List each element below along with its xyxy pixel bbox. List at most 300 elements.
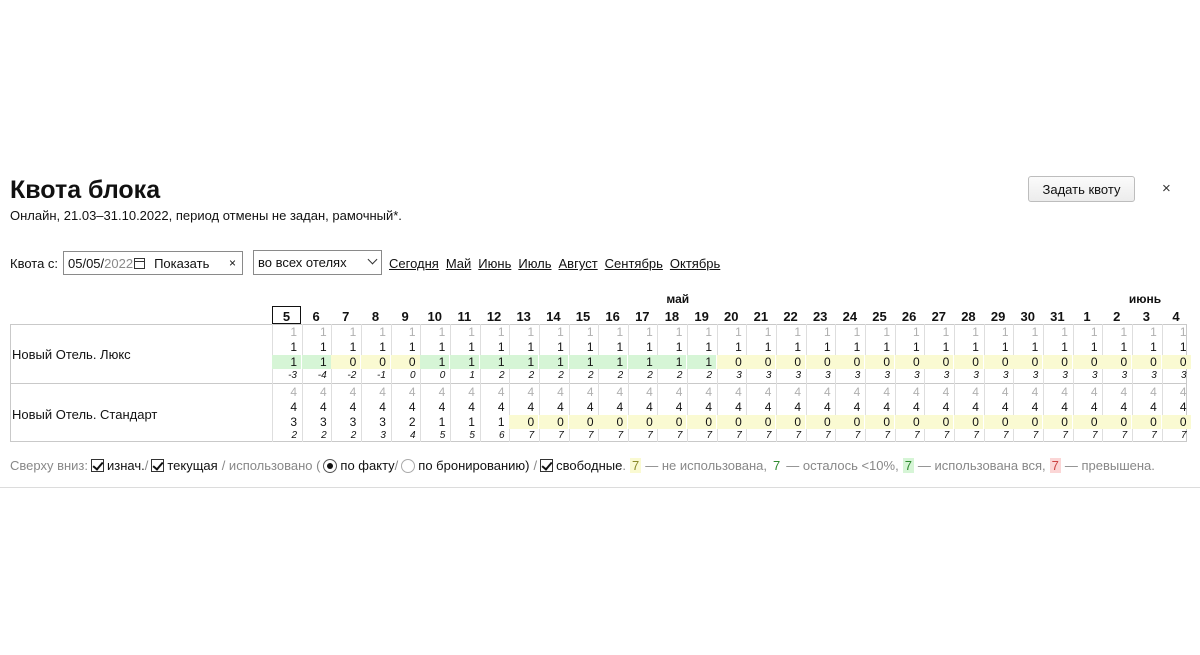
quota-cell-used[interactable]: 7 [1180,430,1187,441]
quota-cell-used[interactable]: 3 [884,370,890,381]
quota-cell-original[interactable]: 1 [1120,325,1128,339]
quota-cell-used[interactable]: 7 [647,430,653,441]
quota-cell-used[interactable]: 3 [943,370,950,381]
quota-cell-used[interactable]: 3 [854,370,861,381]
quota-cell-original[interactable]: 4 [1001,385,1009,399]
quota-cell-original[interactable]: 4 [468,385,475,399]
quota-cell-original[interactable]: 4 [1090,385,1098,399]
quota-cell-current[interactable]: 1 [438,340,446,354]
quota-cell-current[interactable]: 4 [527,400,535,414]
day-header[interactable]: 31 [1050,309,1065,324]
quota-cell-current[interactable]: 4 [1179,400,1187,414]
quota-cell-current[interactable]: 4 [972,400,979,414]
current-checkbox[interactable] [151,459,164,472]
day-header[interactable]: 7 [342,309,350,324]
quota-cell-original[interactable]: 1 [972,325,979,339]
quota-cell-current[interactable]: 4 [1120,400,1128,414]
day-header[interactable]: 20 [724,309,739,324]
quota-cell-used[interactable]: 3 [1180,370,1187,381]
quota-cell-free[interactable]: 0 [1132,355,1161,369]
day-header[interactable]: 3 [1142,309,1150,324]
quota-cell-original[interactable]: 4 [527,385,535,399]
quota-cell-original[interactable]: 1 [557,325,564,339]
period-link[interactable]: Сегодня [389,256,439,271]
quota-cell-used[interactable]: 7 [706,430,713,441]
quota-cell-current[interactable]: 1 [912,340,920,354]
quota-cell-used[interactable]: 2 [587,370,594,381]
day-header[interactable]: 2 [1113,309,1121,324]
orig-checkbox[interactable] [91,459,104,472]
quota-cell-current[interactable]: 1 [616,340,624,354]
quota-cell-used[interactable]: 3 [1003,370,1009,381]
quota-cell-used[interactable]: 7 [825,430,831,441]
quota-cell-free[interactable]: 0 [598,415,627,429]
quota-cell-original[interactable]: 1 [1031,325,1039,339]
quota-cell-original[interactable]: 4 [557,385,564,399]
quota-cell-used[interactable]: 7 [765,430,772,441]
quota-cell-original[interactable]: 4 [646,385,653,399]
quota-cell-current[interactable]: 4 [675,400,683,414]
day-header[interactable]: 16 [605,309,620,324]
quota-cell-used[interactable]: 3 [765,370,772,381]
quota-cell-original[interactable]: 1 [349,325,357,339]
quota-cell-current[interactable]: 4 [497,400,505,414]
quota-cell-free[interactable]: 0 [984,355,1013,369]
quota-cell-current[interactable]: 4 [1150,400,1157,414]
quota-cell-original[interactable]: 4 [616,385,624,399]
quota-cell-free[interactable]: 0 [1132,415,1161,429]
quota-cell-current[interactable]: 4 [883,400,890,414]
quota-cell-free[interactable]: 0 [1073,415,1102,429]
quota-cell-original[interactable]: 1 [379,325,386,339]
quota-cell-free[interactable]: 0 [865,415,894,429]
quota-cell-free[interactable]: 1 [569,355,598,369]
quota-cell-used[interactable]: 3 [380,430,386,441]
quota-cell-used[interactable]: -1 [377,370,386,381]
quota-cell-free[interactable]: 0 [924,355,953,369]
quota-cell-free[interactable]: 0 [717,415,746,429]
quota-cell-original[interactable]: 4 [1061,385,1068,399]
quota-cell-original[interactable]: 4 [349,385,357,399]
quota-cell-used[interactable]: -4 [317,370,327,381]
quota-cell-current[interactable]: 4 [1090,400,1098,414]
quota-cell-original[interactable]: 1 [735,325,742,339]
quota-cell-free[interactable]: 0 [776,355,805,369]
period-link[interactable]: Август [558,256,598,271]
quota-cell-current[interactable]: 1 [1061,340,1068,354]
quota-cell-current[interactable]: 1 [705,340,713,354]
quota-cell-used[interactable]: 7 [1121,430,1128,441]
quota-cell-free[interactable]: 0 [569,415,598,429]
day-header[interactable]: 17 [635,309,650,324]
day-header[interactable]: 18 [664,309,680,324]
quota-cell-original[interactable]: 1 [1179,325,1187,339]
quota-cell-free[interactable]: 2 [408,415,416,429]
quota-cell-original[interactable]: 1 [1001,325,1009,339]
quota-cell-original[interactable]: 4 [794,385,802,399]
quota-cell-original[interactable]: 4 [764,385,772,399]
quota-cell-free[interactable]: 0 [895,355,924,369]
quota-cell-current[interactable]: 1 [1001,340,1009,354]
quota-cell-original[interactable]: 4 [586,385,594,399]
quota-cell-used[interactable]: 7 [676,430,683,441]
quota-cell-free[interactable]: 0 [628,415,657,429]
day-header[interactable]: 9 [401,309,409,324]
quota-cell-used[interactable]: 3 [1091,370,1098,381]
quota-cell-current[interactable]: 4 [349,400,357,414]
quota-cell-used[interactable]: -3 [288,370,297,381]
quota-cell-free[interactable]: 0 [391,355,420,369]
quota-cell-current[interactable]: 4 [557,400,564,414]
quota-cell-original[interactable]: 1 [705,325,713,339]
quota-cell-free[interactable]: 1 [497,415,505,429]
quota-cell-free[interactable]: 0 [1102,415,1131,429]
quota-cell-current[interactable]: 1 [824,340,831,354]
period-link[interactable]: Май [445,256,472,271]
quota-cell-used[interactable]: 7 [854,430,861,441]
quota-cell-current[interactable]: 4 [290,400,297,414]
quota-cell-free[interactable]: 0 [806,415,835,429]
quota-cell-free[interactable]: 0 [1162,415,1191,429]
quota-cell-used[interactable]: 2 [676,370,683,381]
quota-cell-used[interactable]: 7 [1091,430,1098,441]
quota-cell-free[interactable]: 1 [450,355,479,369]
day-header[interactable]: 27 [931,309,947,324]
quota-cell-free[interactable]: 0 [835,415,864,429]
quota-cell-current[interactable]: 1 [408,340,416,354]
quota-cell-current[interactable]: 4 [408,400,416,414]
quota-cell-original[interactable]: 1 [290,325,297,339]
quota-cell-free[interactable]: 0 [1073,355,1102,369]
quota-cell-current[interactable]: 4 [794,400,802,414]
quota-cell-free[interactable]: 0 [954,415,983,429]
quota-cell-free[interactable]: 1 [302,355,331,369]
quota-cell-free[interactable]: 0 [1013,355,1042,369]
quota-cell-original[interactable]: 4 [675,385,683,399]
quota-cell-free[interactable]: 1 [272,355,301,369]
quota-cell-current[interactable]: 4 [735,400,742,414]
quota-cell-free[interactable]: 1 [687,355,716,369]
quota-cell-original[interactable]: 1 [853,325,861,339]
quota-cell-original[interactable]: 1 [824,325,831,339]
quota-cell-current[interactable]: 4 [912,400,920,414]
day-header-today[interactable]: 5 [272,306,301,324]
quota-cell-current[interactable]: 1 [735,340,742,354]
quota-cell-current[interactable]: 1 [319,340,327,354]
quota-cell-current[interactable]: 1 [1090,340,1098,354]
quota-cell-used[interactable]: 3 [1151,370,1157,381]
quota-cell-original[interactable]: 1 [883,325,890,339]
quota-cell-current[interactable]: 1 [349,340,357,354]
day-header[interactable]: 11 [457,309,472,324]
quota-cell-free[interactable]: 0 [687,415,716,429]
quota-cell-original[interactable]: 1 [675,325,683,339]
quota-cell-original[interactable]: 1 [646,325,653,339]
quota-cell-original[interactable]: 4 [319,385,327,399]
quota-cell-used[interactable]: 2 [617,370,624,381]
quota-cell-used[interactable]: 7 [587,430,594,441]
quota-cell-free[interactable]: 0 [657,415,686,429]
quota-cell-original[interactable]: 4 [972,385,979,399]
quota-cell-used[interactable]: 2 [498,370,505,381]
calendar-icon[interactable] [134,258,145,269]
quota-cell-current[interactable]: 1 [972,340,979,354]
quota-cell-free[interactable]: 1 [420,355,449,369]
quota-cell-free[interactable]: 0 [1102,355,1131,369]
quota-cell-original[interactable]: 4 [705,385,713,399]
quota-cell-current[interactable]: 1 [1031,340,1039,354]
quota-cell-original[interactable]: 4 [290,385,297,399]
quota-cell-original[interactable]: 4 [735,385,742,399]
day-header[interactable]: 21 [753,309,769,324]
quota-cell-free[interactable]: 0 [331,355,360,369]
quota-cell-used[interactable]: 7 [1032,430,1039,441]
quota-cell-used[interactable]: 3 [1032,370,1039,381]
day-header[interactable]: 6 [312,309,320,324]
quota-cell-current[interactable]: 1 [527,340,535,354]
quota-cell-original[interactable]: 1 [527,325,535,339]
quota-cell-original[interactable]: 4 [942,385,950,399]
quota-cell-free[interactable]: 0 [895,415,924,429]
quota-cell-current[interactable]: 4 [764,400,772,414]
quota-cell-current[interactable]: 1 [468,340,475,354]
quota-cell-original[interactable]: 1 [1150,325,1157,339]
quota-cell-used[interactable]: 2 [291,430,297,441]
quota-cell-current[interactable]: 4 [319,400,327,414]
quota-cell-free[interactable]: 0 [746,355,775,369]
quota-cell-current[interactable]: 1 [794,340,802,354]
day-header[interactable]: 13 [516,309,531,324]
day-header[interactable]: 1 [1083,309,1091,324]
quota-cell-free[interactable]: 0 [746,415,775,429]
quota-cell-current[interactable]: 1 [497,340,505,354]
quota-cell-original[interactable]: 1 [319,325,327,339]
quota-cell-used[interactable]: 3 [914,370,920,381]
date-field[interactable] [63,251,243,275]
quota-cell-current[interactable]: 4 [616,400,624,414]
quota-cell-original[interactable]: 4 [497,385,505,399]
quota-cell-current[interactable]: 4 [1061,400,1068,414]
quota-cell-original[interactable]: 1 [794,325,802,339]
quota-cell-current[interactable]: 1 [853,340,861,354]
period-link[interactable]: Октябрь [669,256,721,271]
quota-cell-free[interactable]: 0 [1162,355,1191,369]
quota-cell-current[interactable]: 4 [586,400,594,414]
quota-cell-current[interactable]: 4 [379,400,386,414]
quota-cell-current[interactable]: 4 [853,400,861,414]
quota-cell-original[interactable]: 4 [408,385,416,399]
quota-cell-free[interactable]: 0 [806,355,835,369]
hotel-select[interactable] [253,250,382,275]
quota-cell-used[interactable]: -2 [347,370,357,381]
quota-cell-used[interactable]: 7 [795,430,802,441]
quota-cell-used[interactable]: 7 [914,430,920,441]
quota-cell-original[interactable]: 1 [497,325,505,339]
free-checkbox[interactable] [540,459,553,472]
clear-date-icon[interactable]: × [228,256,236,270]
quota-cell-used[interactable]: 0 [410,370,416,381]
quota-cell-used[interactable]: 7 [884,430,890,441]
quota-cell-original[interactable]: 4 [853,385,861,399]
quota-cell-current[interactable]: 4 [942,400,950,414]
quota-cell-original[interactable]: 4 [1120,385,1128,399]
quota-cell-original[interactable]: 1 [468,325,475,339]
quota-cell-free[interactable]: 3 [349,415,357,429]
quota-cell-original[interactable]: 1 [408,325,416,339]
quota-cell-current[interactable]: 1 [675,340,683,354]
quota-cell-original[interactable]: 1 [616,325,624,339]
quota-cell-free[interactable]: 0 [509,415,538,429]
quota-cell-free[interactable]: 3 [379,415,386,429]
quota-cell-free[interactable]: 1 [438,415,446,429]
day-header[interactable]: 14 [546,309,561,324]
quota-cell-current[interactable]: 1 [942,340,950,354]
quota-cell-free[interactable]: 0 [954,355,983,369]
close-icon[interactable]: × [1162,180,1171,197]
quota-cell-current[interactable]: 1 [557,340,564,354]
day-header[interactable]: 22 [783,309,798,324]
quota-cell-current[interactable]: 1 [379,340,386,354]
day-header[interactable]: 10 [427,309,442,324]
quota-cell-used[interactable]: 2 [558,370,564,381]
quota-cell-free[interactable]: 1 [468,415,475,429]
quota-cell-original[interactable]: 4 [824,385,831,399]
quota-cell-current[interactable]: 1 [1150,340,1157,354]
quota-cell-used[interactable]: 7 [973,430,979,441]
quota-cell-used[interactable]: 0 [439,370,446,381]
quota-cell-original[interactable]: 4 [438,385,446,399]
quota-cell-original[interactable]: 1 [1061,325,1068,339]
quota-cell-used[interactable]: 7 [558,430,564,441]
quota-cell-free[interactable]: 0 [717,355,746,369]
day-header[interactable]: 4 [1172,309,1180,324]
quota-cell-used[interactable]: 6 [498,430,505,441]
quota-cell-free[interactable]: 3 [290,415,297,429]
quota-cell-original[interactable]: 1 [912,325,920,339]
quota-cell-original[interactable]: 4 [379,385,386,399]
quota-cell-free[interactable]: 0 [1043,355,1072,369]
quota-cell-current[interactable]: 1 [290,340,297,354]
set-quota-button[interactable]: Задать квоту [1028,176,1135,202]
quota-cell-used[interactable]: 5 [439,430,446,441]
quota-cell-used[interactable]: 7 [943,430,950,441]
quota-cell-current[interactable]: 1 [1179,340,1187,354]
quota-cell-original[interactable]: 4 [1150,385,1157,399]
quota-cell-used[interactable]: 3 [736,370,742,381]
day-header[interactable]: 15 [575,309,591,324]
quota-cell-free[interactable]: 0 [361,355,390,369]
quota-cell-current[interactable]: 4 [1001,400,1009,414]
quota-cell-free[interactable]: 0 [835,355,864,369]
quota-cell-free[interactable]: 0 [924,415,953,429]
room-name[interactable]: Новый Отель. Стандарт [12,407,158,422]
quota-cell-original[interactable]: 4 [1031,385,1039,399]
quota-cell-free[interactable]: 0 [1013,415,1042,429]
quota-cell-current[interactable]: 1 [586,340,594,354]
period-link[interactable]: Сентябрь [604,256,663,271]
quota-cell-used[interactable]: 3 [973,370,979,381]
day-header[interactable]: 8 [371,309,380,324]
quota-cell-free[interactable]: 1 [509,355,538,369]
quota-cell-free[interactable]: 1 [657,355,686,369]
quota-cell-used[interactable]: 2 [321,430,327,441]
show-label[interactable]: Показать [154,255,210,271]
quota-cell-current[interactable]: 4 [438,400,446,414]
quota-cell-used[interactable]: 7 [736,430,742,441]
quota-cell-original[interactable]: 1 [438,325,446,339]
quota-cell-current[interactable]: 1 [646,340,653,354]
room-name[interactable]: Новый Отель. Люкс [12,347,131,362]
day-header[interactable]: 24 [842,309,858,324]
quota-cell-used[interactable]: 5 [469,430,475,441]
quota-cell-free[interactable]: 0 [776,415,805,429]
quota-cell-used[interactable]: 3 [795,370,802,381]
quota-cell-used[interactable]: 7 [1003,430,1009,441]
quota-cell-current[interactable]: 4 [1031,400,1039,414]
quota-cell-free[interactable]: 0 [1043,415,1072,429]
day-header[interactable]: 30 [1020,309,1035,324]
quota-cell-original[interactable]: 1 [942,325,950,339]
quota-cell-current[interactable]: 4 [646,400,653,414]
period-link[interactable]: Июль [518,256,552,271]
quota-cell-original[interactable]: 1 [764,325,772,339]
day-header[interactable]: 12 [486,309,502,324]
quota-cell-original[interactable]: 4 [883,385,890,399]
quota-cell-used[interactable]: 2 [706,370,713,381]
quota-cell-free[interactable]: 3 [319,415,327,429]
quota-cell-current[interactable]: 1 [883,340,890,354]
quota-cell-free[interactable]: 0 [984,415,1013,429]
fact-radio[interactable] [323,459,337,473]
quota-cell-original[interactable]: 1 [1090,325,1098,339]
quota-cell-free[interactable]: 1 [480,355,509,369]
quota-cell-used[interactable]: 7 [617,430,624,441]
quota-cell-free[interactable]: 1 [628,355,657,369]
quota-cell-free[interactable]: 0 [865,355,894,369]
quota-cell-used[interactable]: 1 [469,370,475,381]
booking-radio[interactable] [401,459,415,473]
day-header[interactable]: 26 [901,309,917,324]
quota-cell-original[interactable]: 1 [586,325,594,339]
quota-cell-original[interactable]: 4 [912,385,920,399]
quota-cell-used[interactable]: 7 [528,430,535,441]
quota-cell-used[interactable]: 7 [1062,430,1068,441]
day-header[interactable]: 25 [872,309,887,324]
quota-cell-current[interactable]: 4 [705,400,713,414]
quota-cell-used[interactable]: 2 [528,370,535,381]
day-header[interactable]: 19 [694,309,709,324]
quota-cell-used[interactable]: 4 [410,430,416,441]
quota-cell-used[interactable]: 3 [1121,370,1128,381]
quota-cell-original[interactable]: 4 [1179,385,1187,399]
quota-cell-free[interactable]: 0 [539,415,568,429]
quota-cell-used[interactable]: 3 [1062,370,1068,381]
quota-cell-current[interactable]: 1 [764,340,772,354]
quota-cell-current[interactable]: 1 [1120,340,1128,354]
quota-cell-used[interactable]: 7 [1151,430,1157,441]
period-link[interactable]: Июнь [478,256,512,271]
quota-cell-used[interactable]: 2 [647,370,653,381]
quota-cell-used[interactable]: 2 [350,430,357,441]
quota-cell-current[interactable]: 4 [468,400,475,414]
quota-cell-current[interactable]: 4 [824,400,831,414]
quota-cell-free[interactable]: 1 [598,355,627,369]
day-header[interactable]: 23 [812,309,828,324]
day-header[interactable]: 28 [961,309,976,324]
day-header[interactable]: 29 [990,309,1006,324]
quota-cell-free[interactable]: 1 [539,355,568,369]
quota-cell-used[interactable]: 3 [825,370,831,381]
